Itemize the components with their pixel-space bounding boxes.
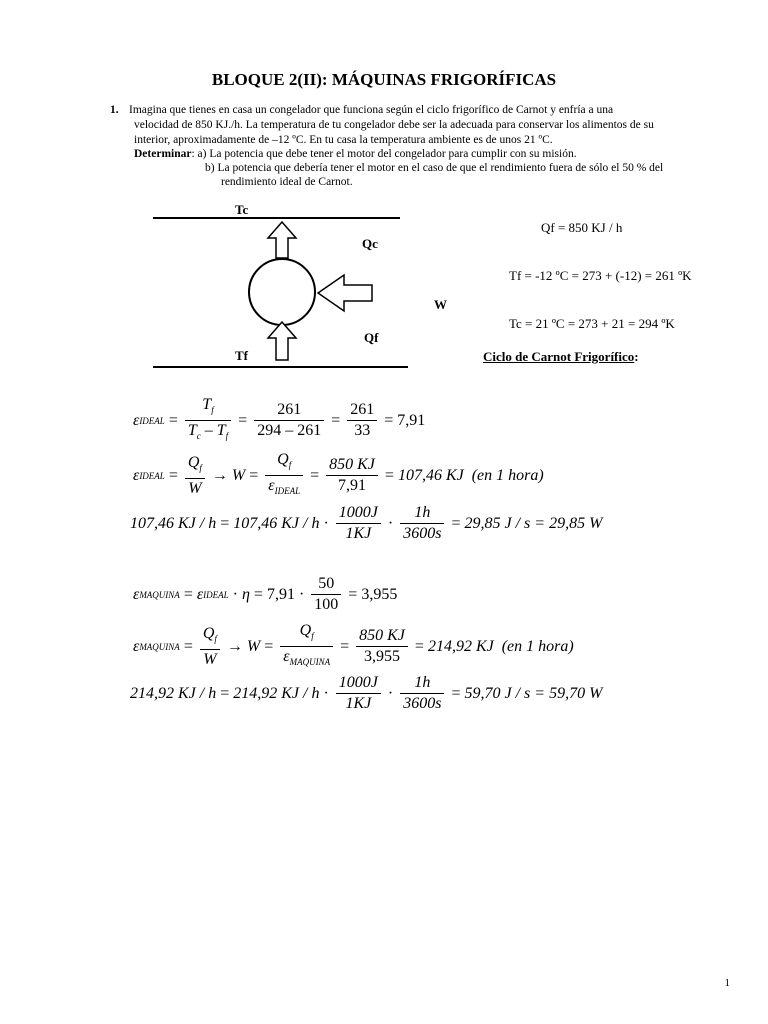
equation-w-ideal: ε IDEAL = $\frac{Q_f}{W}$ → W = $\frac{Q_f}{\varepsilon_{IDEAL}}$ = $\frac{850 KJ}{7,91}$ = 107,46 KJ (en 1 hora) [133, 451, 544, 497]
w-label: W [434, 297, 447, 312]
tc-label: Tc [235, 202, 249, 217]
part-b-line-1: b) La potencia que debería tener el motor en el caso de que el rendimiento fuera de sólo el 50 % del [205, 162, 664, 174]
problem-line-2: velocidad de 850 KJ./h. La temperatura de tu congelador debe ser la adecuada para conservar los alimentos de su [134, 119, 654, 131]
engine-circle [249, 259, 315, 325]
page-title: BLOQUE 2(II): MÁQUINAS FRIGORÍFICAS [211, 70, 557, 89]
w-arrow-icon [318, 275, 372, 311]
equation-w-maquina: ε MAQUINA = $\frac{Q_f}{W}$ → W = $\frac{Q_f}{\varepsilon_{MAQUINA}}$ = $\frac{850 KJ}{3,955}$ = 214,92 KJ (en 1 hora) [133, 622, 574, 668]
equation-power-maquina: 214,92 KJ / h = 214,92 KJ / h · $\frac{1000J}{1KJ}$ · $\frac{1h}{3600s}$ = 59,70 J / s = 59,70 W [130, 674, 603, 712]
equation-power-ideal: 107,46 KJ / h = 107,46 KJ / h · $\frac{1000J}{1KJ}$ · $\frac{1h}{3600s}$ = 29,85 J / s = 29,85 W [130, 504, 603, 542]
determinar-label: Determinar [134, 148, 192, 160]
tf-label: Tf [235, 348, 248, 363]
given-tc: Tc = 21 ºC = 273 + 21 = 294 ºK [509, 316, 675, 331]
problem-line-1: Imagina que tienes en casa un congelador que funciona según el ciclo frigorífico de Carnot y enfría a una [129, 104, 614, 116]
part-a: : a) La potencia que debe tener el motor del congelador para cumplir con su misión. [191, 148, 577, 160]
qf-arrow-icon [268, 322, 296, 360]
qc-arrow-icon [268, 222, 296, 258]
problem-line-3: interior, aproximadamente de –12 ºC. En tu casa la temperatura ambiente es de unos 21 ºC. [134, 134, 553, 146]
problem-number: 1. [110, 104, 119, 116]
given-qf: Qf = 850 KJ / h [541, 220, 623, 235]
page-number: 1 [724, 977, 730, 989]
equation-eps-ideal: ε IDEAL = $\frac{T_f}{T_c - T_f}$ = $\frac{261}{294 - 261}$ = $\frac{261}{33}$ = 7,91 [133, 396, 426, 442]
part-b-line-2: rendimiento ideal de Carnot. [221, 176, 353, 188]
cycle-label: Ciclo de Carnot Frigorífico: [483, 349, 639, 364]
qf-label: Qf [364, 330, 379, 345]
equation-eps-maquina: ε MAQUINA = ε IDEAL · η = 7,91 · $\frac{50}{100}$ = 3,955 [133, 575, 398, 613]
given-tf: Tf = -12 ºC = 273 + (-12) = 261 ºK [509, 268, 692, 283]
carnot-diagram [0, 0, 768, 400]
qc-label: Qc [362, 236, 378, 251]
